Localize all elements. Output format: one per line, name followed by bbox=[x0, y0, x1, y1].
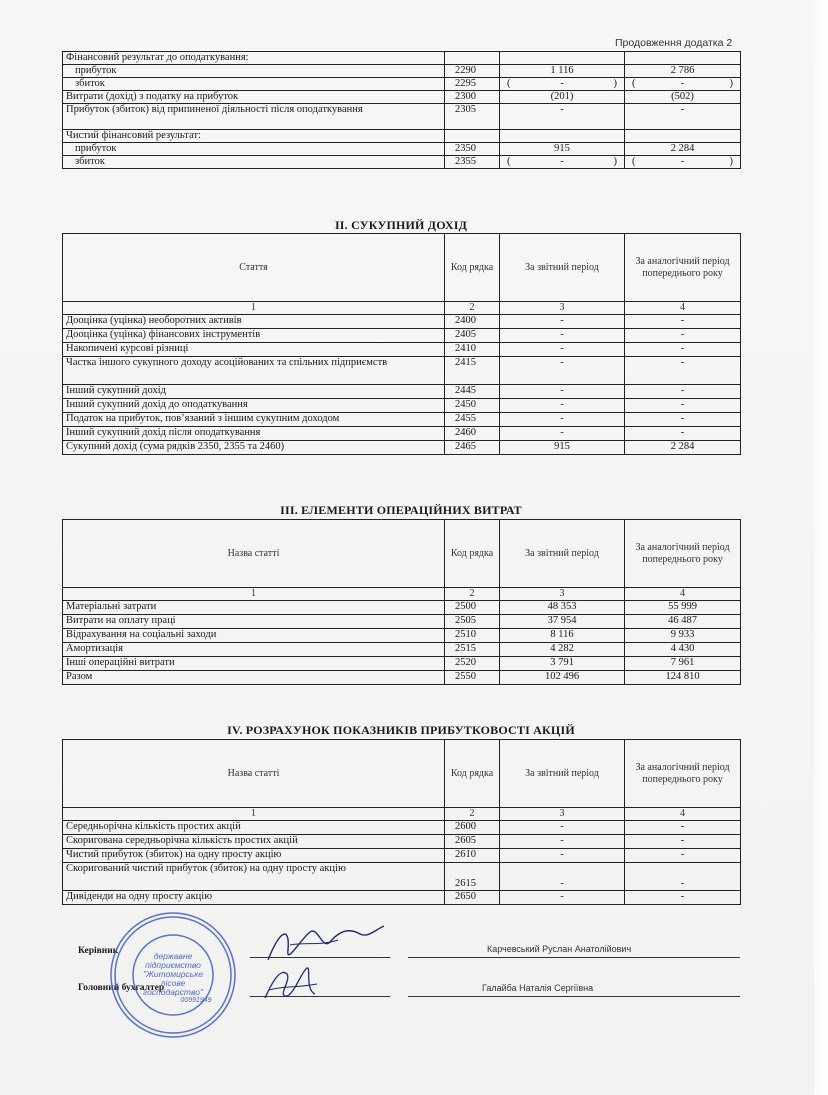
col-header-code: Код рядка bbox=[445, 740, 500, 808]
table-row bbox=[63, 671, 741, 685]
col-header-code: Код рядка bbox=[445, 520, 500, 588]
director-name-line bbox=[408, 957, 740, 958]
row-code: 2405 bbox=[445, 329, 500, 343]
previous-period-value: - bbox=[625, 329, 741, 343]
row-label: Інший сукупний дохід bbox=[63, 385, 445, 399]
table-row bbox=[63, 104, 741, 130]
table-row bbox=[63, 65, 741, 78]
col-number: 3 bbox=[500, 588, 625, 601]
accountant-label: Головний бухгалтер bbox=[78, 983, 165, 993]
row-code: 2650 bbox=[445, 891, 500, 905]
row-label: збиток bbox=[63, 156, 445, 169]
previous-period-value: - bbox=[625, 104, 741, 130]
current-period-value: - bbox=[500, 399, 625, 413]
director-name: Карчевський Руслан Анатолійович bbox=[487, 944, 632, 954]
row-code: 2550 bbox=[445, 671, 500, 685]
current-period-value: 915 bbox=[500, 143, 625, 156]
previous-period-value: 4 430 bbox=[625, 643, 741, 657]
row-label: збиток bbox=[63, 78, 445, 91]
bracketed-value bbox=[503, 78, 621, 90]
previous-period-value: - bbox=[625, 399, 741, 413]
row-code: 2460 bbox=[445, 427, 500, 441]
row-code: 2520 bbox=[445, 657, 500, 671]
table-row bbox=[63, 849, 741, 863]
col-number: 1 bbox=[63, 588, 445, 601]
close-paren: ) bbox=[729, 78, 733, 89]
row-label: Податок на прибуток, пов’язаний з іншим сукупним доходом bbox=[63, 413, 445, 427]
share-profitability-table bbox=[62, 739, 741, 905]
stamp-text: господарство" bbox=[143, 987, 203, 997]
current-period-value: - bbox=[500, 849, 625, 863]
previous-period-value: (502) bbox=[625, 91, 741, 104]
table-row bbox=[63, 601, 741, 615]
value: - bbox=[680, 156, 685, 167]
previous-period-value bbox=[625, 156, 741, 169]
open-paren: ( bbox=[507, 156, 511, 167]
current-period-value: - bbox=[500, 891, 625, 905]
open-paren: ( bbox=[507, 78, 511, 89]
row-label: Скоригована середньорічна кількість простих акцій bbox=[63, 835, 445, 849]
accountant-name: Галайба Наталія Сергіївна bbox=[482, 983, 594, 993]
current-period-value: - bbox=[500, 821, 625, 835]
table-row bbox=[63, 91, 741, 104]
current-period-value: 1 116 bbox=[500, 65, 625, 78]
current-period-value: - bbox=[500, 835, 625, 849]
row-code: 2605 bbox=[445, 835, 500, 849]
col-header-code: Код рядка bbox=[445, 234, 500, 302]
col-header-previous: За аналогічний період попереднього року bbox=[625, 234, 741, 302]
row-label: прибуток bbox=[63, 143, 445, 156]
bracketed-value bbox=[503, 156, 621, 168]
table-row bbox=[63, 156, 741, 169]
table-row bbox=[63, 329, 741, 343]
row-code: 2610 bbox=[445, 849, 500, 863]
previous-period-value: - bbox=[625, 343, 741, 357]
value: - bbox=[560, 78, 564, 89]
previous-period-value bbox=[625, 130, 741, 143]
row-label: Чистий прибуток (збиток) на одну просту акцію bbox=[63, 849, 445, 863]
row-code: 2615 bbox=[445, 863, 500, 891]
accountant-signature bbox=[255, 960, 325, 1005]
previous-period-value: - bbox=[625, 891, 741, 905]
current-period-value: - bbox=[500, 427, 625, 441]
row-code: 2450 bbox=[445, 399, 500, 413]
previous-period-value: - bbox=[625, 385, 741, 399]
stamp-text: лісове bbox=[160, 978, 186, 988]
row-code: 2305 bbox=[445, 104, 500, 130]
col-header-article: Стаття bbox=[63, 234, 445, 302]
current-period-value: 48 353 bbox=[500, 601, 625, 615]
row-label: Скоригований чистий прибуток (збиток) на одну просту акцію bbox=[63, 863, 445, 891]
previous-period-value: 2 284 bbox=[625, 441, 741, 455]
previous-period-value: - bbox=[625, 863, 741, 891]
current-period-value: (201) bbox=[500, 91, 625, 104]
table-row bbox=[63, 343, 741, 357]
col-header-article: Назва статті bbox=[63, 740, 445, 808]
value: - bbox=[680, 78, 685, 89]
row-code: 2505 bbox=[445, 615, 500, 629]
director-label: Керівник bbox=[78, 946, 119, 956]
current-period-value: - bbox=[500, 385, 625, 399]
row-code: 2510 bbox=[445, 629, 500, 643]
row-code bbox=[445, 52, 500, 65]
row-label: Фінансовий результат до оподаткування: bbox=[63, 52, 445, 65]
col-number: 4 bbox=[625, 588, 741, 601]
row-label: Сукупний дохід (сума рядків 2350, 2355 та 2460) bbox=[63, 441, 445, 455]
current-period-value: - bbox=[500, 329, 625, 343]
table-row bbox=[63, 891, 741, 905]
section-3-title: III. ЕЛЕМЕНТИ ОПЕРАЦІЙНИХ ВИТРАТ bbox=[280, 503, 522, 517]
bracketed-value bbox=[628, 156, 737, 168]
table-row bbox=[63, 441, 741, 455]
close-paren: ) bbox=[613, 78, 617, 89]
current-period-value: 8 116 bbox=[500, 629, 625, 643]
table-row bbox=[63, 427, 741, 441]
col-number: 2 bbox=[445, 302, 500, 315]
table-row bbox=[63, 643, 741, 657]
table-row bbox=[63, 413, 741, 427]
table-row bbox=[63, 143, 741, 156]
previous-period-value: 46 487 bbox=[625, 615, 741, 629]
value: - bbox=[560, 156, 564, 167]
row-label: Разом bbox=[63, 671, 445, 685]
close-paren: ) bbox=[729, 156, 733, 167]
table-row bbox=[63, 78, 741, 91]
previous-period-value: - bbox=[625, 413, 741, 427]
current-period-value bbox=[500, 130, 625, 143]
stamp-code: 00991949 bbox=[180, 997, 212, 1004]
current-period-value: - bbox=[500, 343, 625, 357]
row-label: Дооцінка (уцінка) необоротних активів bbox=[63, 315, 445, 329]
previous-period-value: 124 810 bbox=[625, 671, 741, 685]
row-label: Інший сукупний дохід до оподаткування bbox=[63, 399, 445, 413]
previous-period-value: - bbox=[625, 835, 741, 849]
row-label: Витрати (дохід) з податку на прибуток bbox=[63, 91, 445, 104]
row-label: Чистий фінансовий результат: bbox=[63, 130, 445, 143]
col-number: 3 bbox=[500, 302, 625, 315]
current-period-value: - bbox=[500, 863, 625, 891]
col-number: 4 bbox=[625, 808, 741, 821]
row-label: Відрахування на соціальні заходи bbox=[63, 629, 445, 643]
current-period-value: 102 496 bbox=[500, 671, 625, 685]
operating-expenses-table bbox=[62, 519, 741, 685]
col-number: 2 bbox=[445, 808, 500, 821]
table-row bbox=[63, 315, 741, 329]
accountant-name-line bbox=[408, 996, 740, 997]
row-label: Інший сукупний дохід після оподаткування bbox=[63, 427, 445, 441]
bracketed-value bbox=[628, 78, 737, 90]
row-code bbox=[445, 130, 500, 143]
previous-period-value bbox=[625, 52, 741, 65]
page-edge bbox=[814, 0, 828, 1095]
current-period-value bbox=[500, 78, 625, 91]
col-header-current: За звітний період bbox=[500, 234, 625, 302]
stamp-text: підприємство bbox=[145, 960, 201, 970]
row-code: 2600 bbox=[445, 821, 500, 835]
current-period-value: 4 282 bbox=[500, 643, 625, 657]
col-header-previous: За аналогічний період попереднього року bbox=[625, 520, 741, 588]
previous-period-value: - bbox=[625, 849, 741, 863]
row-label: Дооцінка (уцінка) фінансових інструментів bbox=[63, 329, 445, 343]
row-code: 2415 bbox=[445, 357, 500, 385]
current-period-value bbox=[500, 52, 625, 65]
official-stamp bbox=[108, 910, 238, 1040]
continuation-note: Продовження додатка 2 bbox=[615, 37, 733, 49]
previous-period-value: - bbox=[625, 427, 741, 441]
previous-period-value: 2 284 bbox=[625, 143, 741, 156]
row-code: 2500 bbox=[445, 601, 500, 615]
table-row bbox=[63, 357, 741, 385]
col-header-current: За звітний період bbox=[500, 520, 625, 588]
row-code: 2350 bbox=[445, 143, 500, 156]
row-label: Накопичені курсові різниці bbox=[63, 343, 445, 357]
row-code: 2295 bbox=[445, 78, 500, 91]
table-row bbox=[63, 130, 741, 143]
row-label: Прибуток (збиток) від припиненої діяльності після оподаткування bbox=[63, 104, 445, 130]
table-row bbox=[63, 385, 741, 399]
table-row bbox=[63, 52, 741, 65]
current-period-value: - bbox=[500, 104, 625, 130]
table-row bbox=[63, 615, 741, 629]
table-row bbox=[63, 399, 741, 413]
previous-period-value: - bbox=[625, 315, 741, 329]
current-period-value: 3 791 bbox=[500, 657, 625, 671]
row-code: 2355 bbox=[445, 156, 500, 169]
row-label: Матеріальні затрати bbox=[63, 601, 445, 615]
close-paren: ) bbox=[613, 156, 617, 167]
row-code: 2445 bbox=[445, 385, 500, 399]
previous-period-value: - bbox=[625, 821, 741, 835]
row-label: прибуток bbox=[63, 65, 445, 78]
row-label: Середньорічна кількість простих акцій bbox=[63, 821, 445, 835]
row-label: Частка іншого сукупного доходу асоційованих та спільних підприємств bbox=[63, 357, 445, 385]
stamp-text: державне bbox=[153, 951, 193, 961]
stamp-text: "Житомирське bbox=[143, 969, 203, 979]
col-number: 2 bbox=[445, 588, 500, 601]
previous-period-value bbox=[625, 78, 741, 91]
row-label: Інші операційні витрати bbox=[63, 657, 445, 671]
financial-result-table bbox=[62, 51, 741, 169]
col-number: 1 bbox=[63, 302, 445, 315]
row-label: Дивіденди на одну просту акцію bbox=[63, 891, 445, 905]
section-4-title: IV. РОЗРАХУНОК ПОКАЗНИКІВ ПРИБУТКОВОСТІ АКЦІЙ bbox=[227, 723, 575, 737]
previous-period-value: 9 933 bbox=[625, 629, 741, 643]
table-row bbox=[63, 629, 741, 643]
current-period-value: 915 bbox=[500, 441, 625, 455]
current-period-value: - bbox=[500, 413, 625, 427]
col-header-current: За звітний період bbox=[500, 740, 625, 808]
row-code: 2455 bbox=[445, 413, 500, 427]
current-period-value: 37 954 bbox=[500, 615, 625, 629]
row-code: 2515 bbox=[445, 643, 500, 657]
previous-period-value: 2 786 bbox=[625, 65, 741, 78]
previous-period-value: 7 961 bbox=[625, 657, 741, 671]
open-paren: ( bbox=[632, 78, 636, 89]
col-header-previous: За аналогічний період попереднього року bbox=[625, 740, 741, 808]
col-number: 3 bbox=[500, 808, 625, 821]
row-code: 2465 bbox=[445, 441, 500, 455]
previous-period-value: - bbox=[625, 357, 741, 385]
table-row bbox=[63, 863, 741, 891]
row-code: 2300 bbox=[445, 91, 500, 104]
table-row bbox=[63, 657, 741, 671]
section-2-title: II. СУКУПНИЙ ДОХІД bbox=[334, 218, 468, 232]
current-period-value: - bbox=[500, 315, 625, 329]
total-income-table bbox=[62, 233, 741, 455]
row-code: 2410 bbox=[445, 343, 500, 357]
open-paren: ( bbox=[632, 156, 636, 167]
col-number: 1 bbox=[63, 808, 445, 821]
current-period-value: - bbox=[500, 357, 625, 385]
col-header-article: Назва статті bbox=[63, 520, 445, 588]
row-label: Витрати на оплату праці bbox=[63, 615, 445, 629]
current-period-value bbox=[500, 156, 625, 169]
row-label: Амортизація bbox=[63, 643, 445, 657]
table-row bbox=[63, 821, 741, 835]
row-code: 2400 bbox=[445, 315, 500, 329]
table-row bbox=[63, 835, 741, 849]
col-number: 4 bbox=[625, 302, 741, 315]
row-code: 2290 bbox=[445, 65, 500, 78]
previous-period-value: 55 999 bbox=[625, 601, 741, 615]
